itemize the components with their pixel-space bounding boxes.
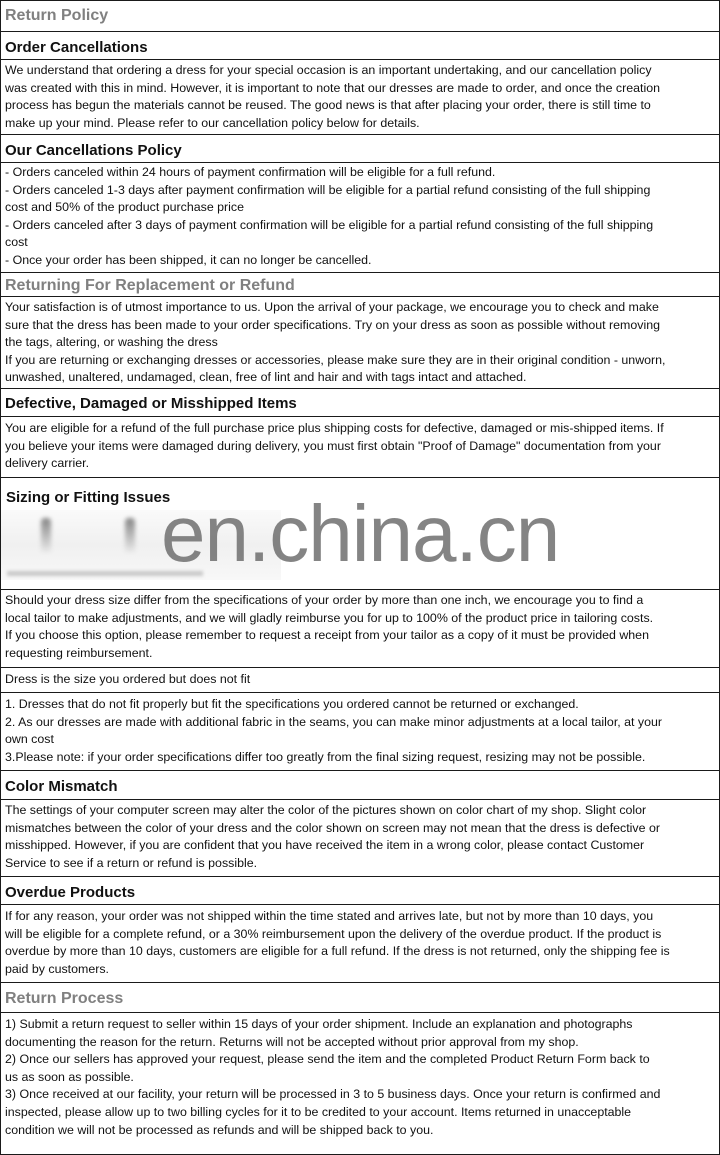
- returning-text: [1, 297, 719, 389]
- text-line: cost and 50% of the product purchase price: [5, 200, 245, 215]
- text-line: 3) Once received at our facility, your return will be processed in 3 to 5 business days. Once your return is confirmed and: [5, 1087, 661, 1102]
- text-line: cost: [5, 235, 28, 250]
- text-line: inspected, please allow up to two billing cycles for it to be credited to your account. Items returned in unacceptable: [5, 1104, 632, 1119]
- order-cancellations-heading: Order Cancellations: [1, 32, 719, 60]
- text-line: 3.Please note: if your order specifications differ too greatly from the final sizing request, resizing may not be possible.: [5, 749, 646, 764]
- text-line: 1. Dresses that do not fit properly but fit the specifications you ordered cannot be returned or exchanged.: [5, 697, 579, 711]
- text-line: unwashed, unaltered, undamaged, clean, free of lint and hair and with tags intact and attached.: [5, 370, 527, 385]
- text-line: the tags, altering, or washing the dress: [5, 335, 218, 350]
- sizing-heading: Sizing or Fitting Issues: [6, 489, 171, 506]
- return-process-text: [1, 1013, 719, 1141]
- text-line: us as soon as possible.: [5, 1069, 134, 1084]
- text-line: was created with this in mind. However, it is important to note that our dresses are made to order, and once the creation: [5, 80, 660, 95]
- text-line: 2) Once our sellers has approved your request, please send the item and the completed Product Return Form back to: [5, 1052, 650, 1067]
- text-line: 1) Submit a return request to seller within 15 days of your order shipment. Include an explanation and photographs: [5, 1017, 633, 1031]
- sizing-text: [1, 590, 719, 668]
- text-line: mismatches between the color of your dress and the color shown on screen may not mean that the dress is defective or: [5, 820, 660, 835]
- fit-subheading-text: Dress is the size you ordered but does not fit: [5, 672, 251, 686]
- defective-text: [1, 417, 719, 478]
- text-line: - Once your order has been shipped, it can no longer be cancelled.: [5, 252, 372, 267]
- text-line: delivery carrier.: [5, 456, 90, 471]
- text-line: You are eligible for a refund of the full purchase price plus shipping costs for defective, damaged or mis-shipped items. If: [5, 421, 664, 435]
- text-line: overdue by more than 10 days, customers are eligible for a full refund. If the dress is not returned, only the shipping fee is: [5, 944, 670, 959]
- text-line: local tailor to make adjustments, and we will gladly reimburse you for up to 100% of the product price in tailoring costs.: [5, 610, 654, 625]
- defective-heading: Defective, Damaged or Misshipped Items: [1, 389, 719, 417]
- text-line: misshipped. However, if you are confident that you have received the item in a wrong color, please contact Customer: [5, 838, 645, 853]
- blur-streak: [41, 518, 51, 554]
- sizing-heading-band: [1, 478, 719, 590]
- text-line: will be eligible for a complete refund, or a 30% reimbursement upon the delivery of the overdue product. If the product is: [5, 926, 662, 941]
- color-mismatch-text: [1, 800, 719, 877]
- return-process-heading: Return Process: [1, 983, 719, 1013]
- cancellations-policy-text: [1, 163, 719, 273]
- watermark: en.china.cn: [161, 489, 560, 578]
- text-line: make up your mind. Please refer to our cancellation policy below for details.: [5, 115, 420, 130]
- text-line: - Orders canceled after 3 days of payment confirmation will be eligible for a partial refund consisting of the full shipping: [5, 217, 654, 232]
- fit-text: [1, 693, 719, 771]
- overdue-heading: Overdue Products: [1, 877, 719, 905]
- text-line: you believe your items were damaged during delivery, you must first obtain "Proof of Damage" documentation from your: [5, 438, 661, 453]
- order-cancellations-text: [1, 60, 719, 135]
- returning-heading: Returning For Replacement or Refund: [1, 273, 719, 297]
- text-line: paid by customers.: [5, 961, 109, 976]
- text-line: Service to see if a return or refund is possible.: [5, 855, 258, 870]
- text-line: If for any reason, your order was not shipped within the time stated and arrives late, but not by more than 10 days, you: [5, 909, 654, 923]
- text-line: We understand that ordering a dress for your special occasion is an important undertaking, and our cancellation policy: [5, 63, 652, 77]
- color-mismatch-heading: Color Mismatch: [1, 771, 719, 800]
- text-line: sure that the dress has been made to your order specifications. Try on your dress as soon as possible without removing: [5, 317, 660, 332]
- text-line: condition we will not be processed as refunds and will be shipped back to you.: [5, 1122, 434, 1137]
- return-policy-heading: Return Policy: [1, 1, 719, 32]
- text-line: - Orders canceled within 24 hours of payment confirmation will be eligible for a full refund.: [5, 165, 496, 179]
- text-line: If you choose this option, please remember to request a receipt from your tailor as a copy of it must be provided when: [5, 628, 649, 643]
- text-line: 2. As our dresses are made with additional fabric in the seams, you can make minor adjustments at a local tailor, at your: [5, 714, 663, 729]
- blur-streak: [125, 518, 135, 554]
- text-line: Your satisfaction is of utmost importance to us. Upon the arrival of your package, we encourage you to check and make: [5, 300, 659, 314]
- overdue-text: [1, 905, 719, 983]
- fit-subheading: [1, 668, 719, 693]
- text-line: own cost: [5, 732, 54, 747]
- cancellations-policy-heading: Our Cancellations Policy: [1, 135, 719, 163]
- text-line: documenting the reason for the return. Returns will not be accepted without prior approval from my shop.: [5, 1034, 579, 1049]
- text-line: Should your dress size differ from the specifications of your order by more than one inch, we encourage you to find a: [5, 593, 644, 607]
- text-line: If you are returning or exchanging dresses or accessories, please make sure they are in their original condition - unworn,: [5, 352, 666, 367]
- text-line: - Orders canceled 1-3 days after payment confirmation will be eligible for a partial refund consisting of the full shipping: [5, 182, 651, 197]
- text-line: The settings of your computer screen may alter the color of the pictures shown on color chart of my shop. Slight color: [5, 803, 647, 817]
- text-line: process has begun the materials cannot be reused. The good news is that after placing your order, there is still time to: [5, 98, 651, 113]
- text-line: requesting reimbursement.: [5, 645, 153, 660]
